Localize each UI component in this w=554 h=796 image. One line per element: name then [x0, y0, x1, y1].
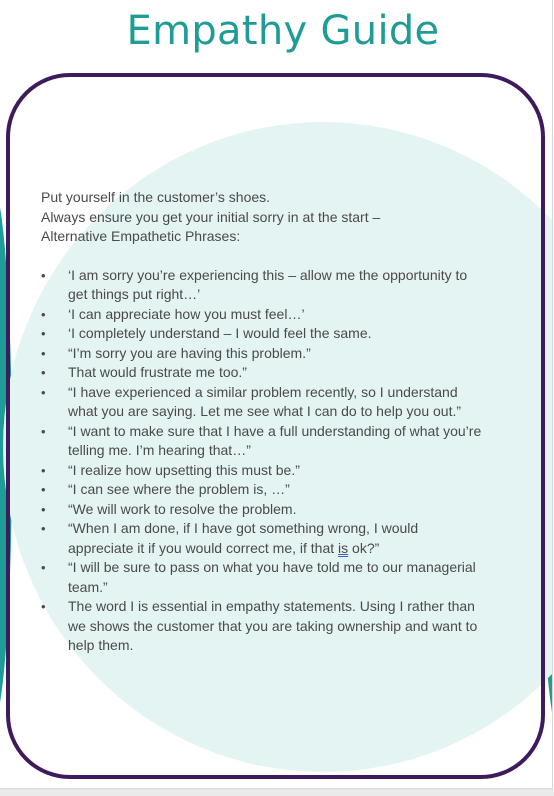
bullet-icon: • — [41, 345, 46, 361]
phrase-item — [41, 519, 521, 558]
window-bottom-edge — [0, 789, 554, 796]
phrase-item — [41, 558, 521, 597]
page-title: Empathy Guide — [126, 8, 440, 54]
bullet-icon: • — [41, 560, 46, 575]
guide-content — [41, 188, 521, 656]
phrase-text: appreciate it if you would correct me, if that — [68, 539, 339, 556]
phrase-list — [41, 266, 521, 656]
phrase-text: what you are saying. Let me see what I can do to help you out.” — [68, 403, 462, 419]
phrase-text: “When I am done, if I have got something wrong, I would — [68, 520, 419, 536]
phrase-text: “I want to make sure that I have a full understanding of what you’re — [68, 422, 482, 439]
phrase-item — [41, 305, 521, 325]
phrase-text: ‘I am sorry you’re experiencing this – allow me the opportunity to — [68, 266, 468, 283]
phrase-item — [41, 500, 521, 520]
bullet-icon: • — [41, 326, 46, 341]
phrase-item — [41, 480, 521, 500]
bullet-icon: • — [41, 521, 46, 536]
bullet-icon: • — [41, 501, 46, 517]
phrase-text: we shows the customer that you are taking ownership and want to — [68, 617, 478, 634]
phrase-item — [41, 363, 521, 383]
intro-line: Always ensure you get your initial sorry in at the start – — [41, 208, 381, 225]
phrase-text: “I have experienced a similar problem recently, so I understand — [68, 383, 458, 400]
phrase-text: The word I is essential in empathy statements. Using I rather than — [68, 598, 475, 614]
spellcheck-underlined-word[interactable]: is — [338, 539, 349, 556]
bullet-icon: • — [41, 365, 46, 380]
phrase-text: “I will be sure to pass on what you have told me to our managerial — [68, 559, 476, 575]
bullet-icon: • — [41, 599, 46, 614]
phrase-text: “I realize how upsetting this must be.” — [68, 461, 300, 478]
bullet-icon: • — [41, 482, 46, 497]
phrase-text: telling me. I’m hearing that…” — [68, 442, 251, 458]
phrase-item — [41, 344, 521, 364]
phrase-text: “I can see where the problem is, …” — [68, 481, 290, 497]
phrase-text: “I’m sorry you are having this problem.” — [68, 344, 311, 361]
phrase-text: get things put right…’ — [68, 286, 201, 302]
bullet-icon: • — [41, 462, 46, 478]
phrase-item — [41, 461, 521, 481]
phrase-text: ‘I can appreciate how you must feel…’ — [68, 305, 305, 322]
phrase-text: help them. — [68, 637, 134, 653]
phrase-item — [41, 324, 521, 344]
phrase-item — [41, 383, 521, 422]
phrase-text: That would frustrate me too.” — [68, 364, 247, 380]
intro-line: Alternative Empathetic Phrases: — [41, 228, 241, 244]
phrase-item — [41, 422, 521, 461]
bullet-icon: • — [41, 267, 46, 283]
intro-line: Put yourself in the customer’s shoes. — [41, 189, 271, 205]
phrase-text: team.” — [68, 578, 108, 595]
phrase-item — [41, 266, 521, 305]
bullet-icon: • — [41, 306, 46, 322]
phrase-text: ok?” — [348, 539, 380, 556]
bullet-icon: • — [41, 384, 46, 400]
phrase-item — [41, 597, 521, 656]
phrase-text: “We will work to resolve the problem. — [68, 500, 297, 517]
bullet-icon: • — [41, 423, 46, 439]
phrase-text: ‘I completely understand – I would feel the same. — [68, 325, 372, 341]
